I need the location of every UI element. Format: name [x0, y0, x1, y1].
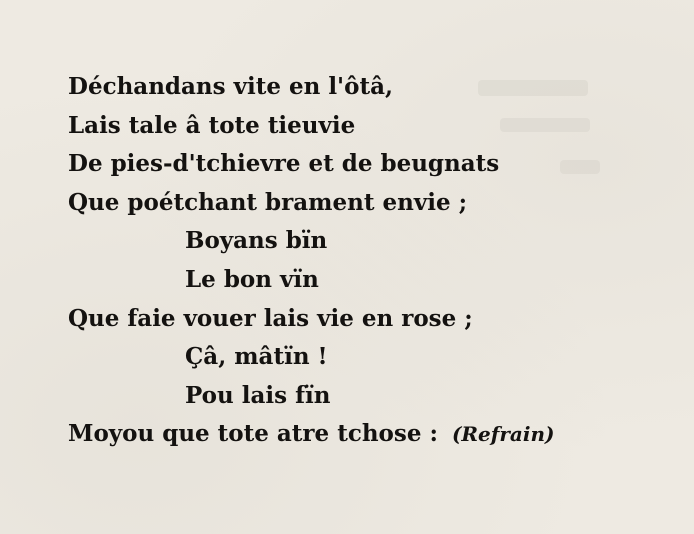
- poem-stanza: [68, 68, 554, 454]
- poem-line: Moyou que tote atre tchose :: [68, 420, 438, 448]
- poem-line: De pies-d'tchievre et de beugnats: [68, 150, 500, 178]
- poem-line-indented: Le bon vïn: [185, 265, 319, 293]
- refrain-marker: (Refrain): [451, 422, 555, 447]
- show-through-smudge: [560, 160, 600, 174]
- poem-line-indented: Pou lais fïn: [185, 381, 331, 409]
- poem-last-line: [68, 415, 554, 454]
- poem-line: Déchandans vite en l'ôtâ,: [68, 73, 393, 100]
- poem-line: Lais tale â tote tieuvie: [68, 111, 356, 139]
- poem-line: Que poétchant brament envie ;: [68, 188, 468, 216]
- poem-line: Que faie vouer lais vie en rose ;: [68, 304, 473, 332]
- poem-line-indented: Boyans bïn: [185, 227, 328, 255]
- poem-line-indented: Çâ, mâtïn !: [185, 343, 328, 371]
